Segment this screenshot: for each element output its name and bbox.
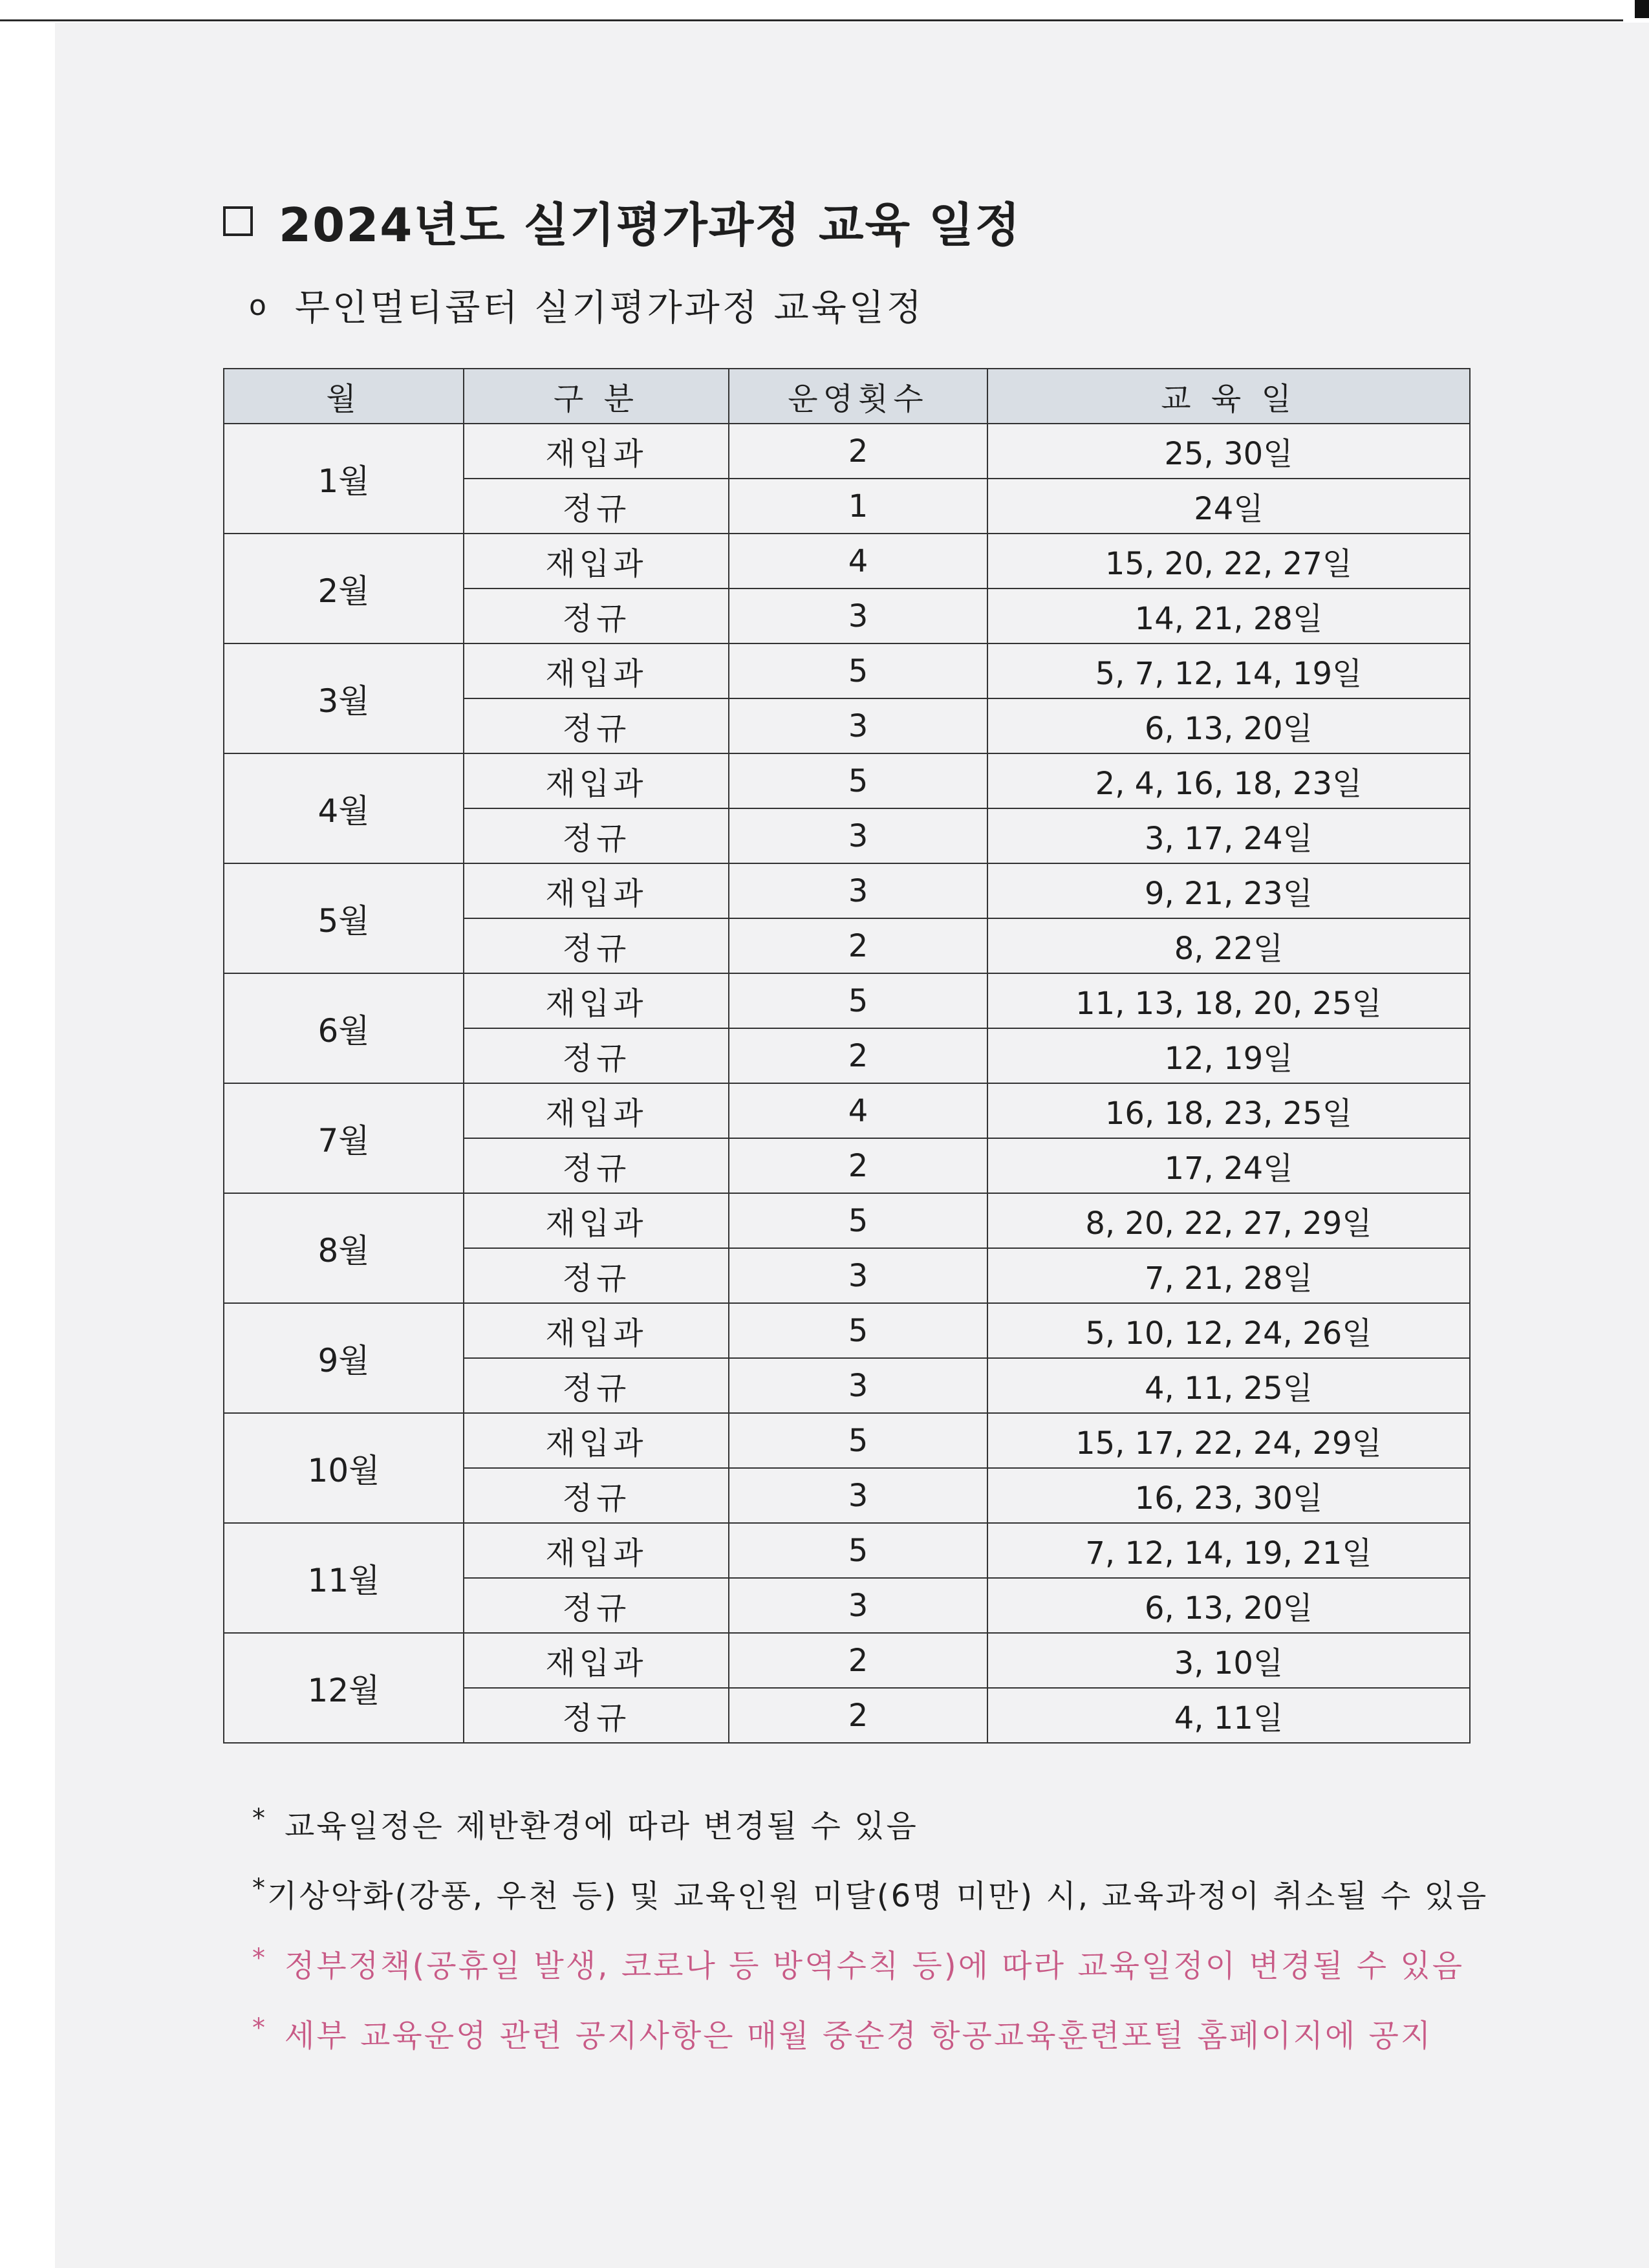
category-cell: 정규 bbox=[464, 1688, 729, 1743]
category-cell: 재입과 bbox=[464, 1633, 729, 1688]
category-cell: 재입과 bbox=[464, 1083, 729, 1138]
category-cell: 재입과 bbox=[464, 753, 729, 808]
dates-cell: 4, 11, 25일 bbox=[987, 1358, 1470, 1413]
count-cell: 3 bbox=[729, 863, 987, 918]
dates-cell: 14, 21, 28일 bbox=[987, 589, 1470, 643]
table-header-row bbox=[224, 369, 1470, 424]
note-text: 교육일정은 제반환경에 따라 변경될 수 있음 bbox=[285, 1808, 918, 1844]
table-row bbox=[224, 1303, 1470, 1358]
count-cell: 5 bbox=[729, 1303, 987, 1358]
header-category: 구 분 bbox=[464, 369, 729, 424]
asterisk-icon: * bbox=[252, 1804, 267, 1833]
table-row bbox=[224, 1413, 1470, 1468]
category-cell: 정규 bbox=[464, 698, 729, 753]
table-row bbox=[224, 534, 1470, 589]
count-cell: 5 bbox=[729, 1413, 987, 1468]
category-cell: 정규 bbox=[464, 1468, 729, 1523]
dates-cell: 5, 10, 12, 24, 26일 bbox=[987, 1303, 1470, 1358]
dates-cell: 8, 20, 22, 27, 29일 bbox=[987, 1193, 1470, 1248]
note-text: 정부정책(공휴일 발생, 코로나 등 방역수칙 등)에 따라 교육일정이 변경될 수 있음 bbox=[285, 1948, 1465, 1984]
dates-cell: 9, 21, 23일 bbox=[987, 863, 1470, 918]
count-cell: 3 bbox=[729, 1248, 987, 1303]
month-cell: 6월 bbox=[224, 973, 464, 1083]
asterisk-icon: * bbox=[252, 2013, 267, 2043]
header-month: 월 bbox=[224, 369, 464, 424]
count-cell: 5 bbox=[729, 753, 987, 808]
scan-corner-mark bbox=[1635, 0, 1649, 18]
category-cell: 재입과 bbox=[464, 1193, 729, 1248]
count-cell: 3 bbox=[729, 1578, 987, 1633]
table-row bbox=[224, 1083, 1470, 1138]
table-row bbox=[224, 1633, 1470, 1688]
month-cell: 3월 bbox=[224, 643, 464, 753]
month-cell: 7월 bbox=[224, 1083, 464, 1193]
page-title bbox=[223, 188, 1021, 255]
month-cell: 8월 bbox=[224, 1193, 464, 1303]
note-item bbox=[252, 1941, 1481, 2011]
month-cell: 10월 bbox=[224, 1413, 464, 1523]
note-text: 기상악화(강풍, 우천 등) 및 교육인원 미달(6명 미만) 시, 교육과정이 취소될 수 있음 bbox=[267, 1878, 1489, 1914]
month-cell: 4월 bbox=[224, 753, 464, 863]
note-item bbox=[252, 2011, 1481, 2080]
dates-cell: 16, 23, 30일 bbox=[987, 1468, 1470, 1523]
dates-cell: 5, 7, 12, 14, 19일 bbox=[987, 643, 1470, 698]
category-cell: 정규 bbox=[464, 918, 729, 973]
month-cell: 9월 bbox=[224, 1303, 464, 1413]
dates-cell: 7, 21, 28일 bbox=[987, 1248, 1470, 1303]
category-cell: 재입과 bbox=[464, 424, 729, 479]
dates-cell: 7, 12, 14, 19, 21일 bbox=[987, 1523, 1470, 1578]
dates-cell: 6, 13, 20일 bbox=[987, 1578, 1470, 1633]
table-row bbox=[224, 643, 1470, 698]
count-cell: 4 bbox=[729, 1083, 987, 1138]
dates-cell: 24일 bbox=[987, 479, 1470, 534]
count-cell: 5 bbox=[729, 1523, 987, 1578]
note-item bbox=[252, 1871, 1489, 1941]
category-cell: 정규 bbox=[464, 1358, 729, 1413]
circle-bullet-icon: o bbox=[249, 288, 269, 322]
month-cell: 12월 bbox=[224, 1633, 464, 1743]
month-cell: 1월 bbox=[224, 424, 464, 534]
count-cell: 3 bbox=[729, 1468, 987, 1523]
month-cell: 5월 bbox=[224, 863, 464, 973]
notes-list bbox=[252, 1801, 1489, 2080]
scan-top-border bbox=[0, 19, 1623, 21]
dates-cell: 11, 13, 18, 20, 25일 bbox=[987, 973, 1470, 1028]
checkbox-square-icon bbox=[223, 206, 253, 236]
category-cell: 재입과 bbox=[464, 973, 729, 1028]
category-cell: 재입과 bbox=[464, 534, 729, 589]
category-cell: 정규 bbox=[464, 589, 729, 643]
category-cell: 정규 bbox=[464, 1138, 729, 1193]
category-cell: 정규 bbox=[464, 1578, 729, 1633]
table-row bbox=[224, 1193, 1470, 1248]
dates-cell: 15, 20, 22, 27일 bbox=[987, 534, 1470, 589]
count-cell: 2 bbox=[729, 1028, 987, 1083]
dates-cell: 2, 4, 16, 18, 23일 bbox=[987, 753, 1470, 808]
count-cell: 5 bbox=[729, 973, 987, 1028]
count-cell: 3 bbox=[729, 1358, 987, 1413]
header-count: 운영횟수 bbox=[729, 369, 987, 424]
table-row bbox=[224, 1523, 1470, 1578]
table-row bbox=[224, 753, 1470, 808]
dates-cell: 15, 17, 22, 24, 29일 bbox=[987, 1413, 1470, 1468]
month-cell: 11월 bbox=[224, 1523, 464, 1633]
category-cell: 재입과 bbox=[464, 1523, 729, 1578]
asterisk-icon: * bbox=[252, 1874, 267, 1903]
dates-cell: 12, 19일 bbox=[987, 1028, 1470, 1083]
note-text: 세부 교육운영 관련 공지사항은 매월 중순경 항공교육훈련포털 홈페이지에 공지 bbox=[285, 2018, 1433, 2054]
month-cell: 2월 bbox=[224, 534, 464, 643]
section-subtitle-text: 무인멀티콥터 실기평가과정 교육일정 bbox=[294, 287, 925, 329]
count-cell: 1 bbox=[729, 479, 987, 534]
dates-cell: 4, 11일 bbox=[987, 1688, 1470, 1743]
asterisk-icon: * bbox=[252, 1943, 267, 1973]
page-title-text: 2024년도 실기평가과정 교육 일정 bbox=[279, 198, 1022, 252]
count-cell: 2 bbox=[729, 1688, 987, 1743]
header-dates: 교 육 일 bbox=[987, 369, 1470, 424]
table-body bbox=[224, 424, 1470, 1743]
dates-cell: 25, 30일 bbox=[987, 424, 1470, 479]
count-cell: 2 bbox=[729, 424, 987, 479]
count-cell: 5 bbox=[729, 643, 987, 698]
dates-cell: 3, 10일 bbox=[987, 1633, 1470, 1688]
section-subtitle bbox=[249, 279, 924, 331]
category-cell: 정규 bbox=[464, 479, 729, 534]
dates-cell: 16, 18, 23, 25일 bbox=[987, 1083, 1470, 1138]
count-cell: 5 bbox=[729, 1193, 987, 1248]
count-cell: 2 bbox=[729, 1633, 987, 1688]
category-cell: 정규 bbox=[464, 1248, 729, 1303]
dates-cell: 6, 13, 20일 bbox=[987, 698, 1470, 753]
count-cell: 3 bbox=[729, 698, 987, 753]
count-cell: 2 bbox=[729, 1138, 987, 1193]
dates-cell: 17, 24일 bbox=[987, 1138, 1470, 1193]
category-cell: 재입과 bbox=[464, 1413, 729, 1468]
category-cell: 재입과 bbox=[464, 1303, 729, 1358]
dates-cell: 3, 17, 24일 bbox=[987, 808, 1470, 863]
dates-cell: 8, 22일 bbox=[987, 918, 1470, 973]
count-cell: 3 bbox=[729, 808, 987, 863]
count-cell: 2 bbox=[729, 918, 987, 973]
table-row bbox=[224, 863, 1470, 918]
table-row bbox=[224, 973, 1470, 1028]
category-cell: 재입과 bbox=[464, 863, 729, 918]
count-cell: 3 bbox=[729, 589, 987, 643]
count-cell: 4 bbox=[729, 534, 987, 589]
category-cell: 재입과 bbox=[464, 643, 729, 698]
schedule-table bbox=[223, 368, 1471, 1744]
category-cell: 정규 bbox=[464, 1028, 729, 1083]
category-cell: 정규 bbox=[464, 808, 729, 863]
table-row bbox=[224, 424, 1470, 479]
note-item bbox=[252, 1801, 1481, 1871]
